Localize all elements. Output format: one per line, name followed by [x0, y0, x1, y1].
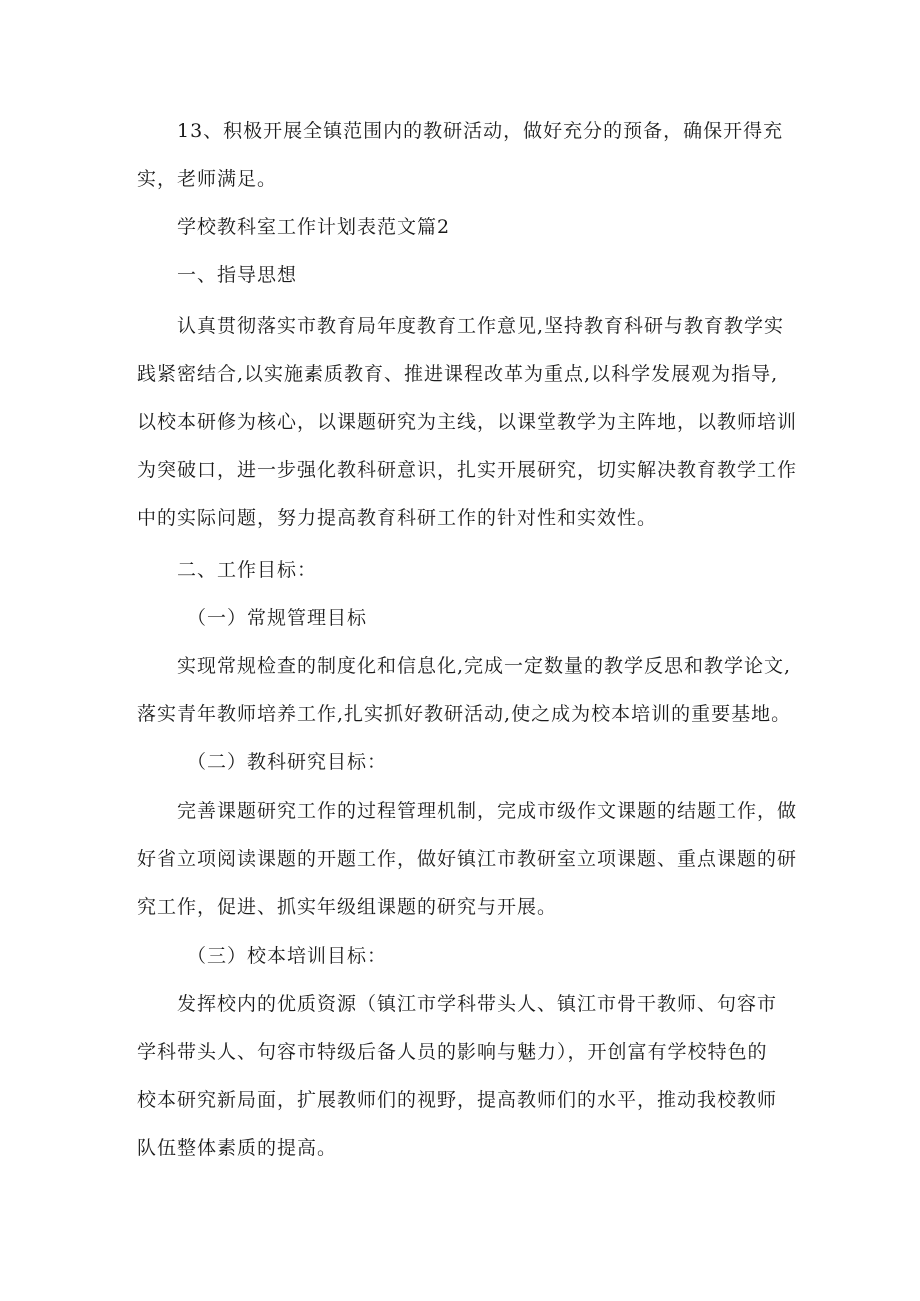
subheading-training-goals	[137, 932, 797, 980]
paragraph-line: 校本研究新局面，扩展教师们的视野，提高教师们的水平，推动我校教师	[137, 1089, 778, 1111]
paragraph-line: 为突破口，进一步强化教科研意识，扎实开展研究，切实解决教育教学工作	[137, 459, 798, 481]
heading-guiding-ideology	[137, 251, 797, 299]
guiding-ideology-paragraph	[137, 302, 797, 542]
training-goals-paragraph	[137, 980, 797, 1172]
paragraph-line: 以校本研修为核心，以课题研究为主线，以课堂教学为主阵地，以教师培训	[137, 411, 798, 433]
paragraph-line: 究工作，促进、抓实年级组课题的研究与开展。	[137, 896, 558, 918]
subheading-research-goals	[137, 738, 797, 786]
paragraph-line: 实现常规检查的制度化和信息化,完成一定数量的教学反思和教学论文,	[177, 655, 792, 677]
paragraph-line: 实，老师满足。	[137, 168, 278, 190]
heading-text: 二、工作目标：	[177, 559, 318, 581]
paragraph-line: 学科带头人、句容市特级后备人员的影响与魅力），开创富有学校特色的	[137, 1041, 768, 1063]
subheading-text: （二）教科研究目标：	[187, 751, 388, 773]
paragraph-line: 中的实际问题，努力提高教育科研工作的针对性和实效性。	[137, 507, 658, 529]
subheading-text: （三）校本培训目标：	[187, 945, 388, 967]
paragraph-line: 认真贯彻落实市教育局年度教育工作意见,坚持教育科研与教育教学实	[177, 315, 785, 337]
heading-text: 一、指导思想	[177, 264, 298, 286]
paragraph-line: 发挥校内的优质资源（镇江市学科带头人、镇江市骨干教师、句容市	[177, 993, 778, 1015]
heading-work-goals	[137, 546, 797, 594]
paragraph-line: 好省立项阅读课题的开题工作，做好镇江市教研室立项课题、重点课题的研	[137, 848, 798, 870]
item-13-paragraph	[137, 107, 797, 203]
section-title-text: 学校教科室工作计划表范文篇2	[177, 216, 451, 238]
section-title	[137, 203, 797, 251]
paragraph-line: 队伍整体素质的提高。	[137, 1137, 338, 1159]
paragraph-line: 13、积极开展全镇范围内的教研活动，做好充分的预备，确保开得充	[177, 120, 784, 142]
research-goals-paragraph	[137, 787, 797, 931]
paragraph-line: 完善课题研究工作的过程管理机制，完成市级作文课题的结题工作，做	[177, 800, 798, 822]
paragraph-line: 落实青年教师培养工作,扎实抓好教研活动,使之成为校本培训的重要基地。	[137, 703, 792, 725]
routine-management-paragraph	[137, 642, 797, 738]
paragraph-line: 践紧密结合,以实施素质教育、推进课程改革为重点,以科学发展观为指导,	[137, 363, 779, 385]
subheading-text: （一）常规管理目标	[187, 607, 368, 629]
subheading-routine-management	[137, 594, 797, 642]
